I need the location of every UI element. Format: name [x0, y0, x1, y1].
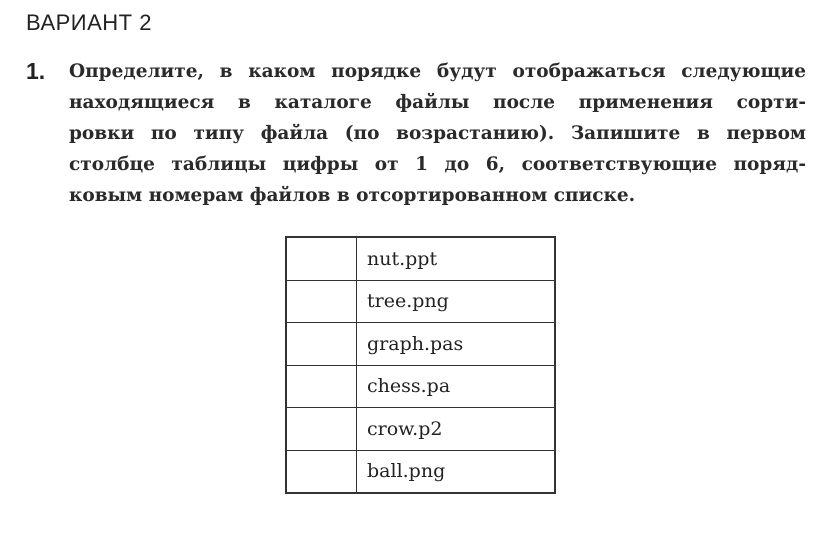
order-cell[interactable] [286, 450, 357, 493]
file-name-cell: chess.pa [357, 365, 556, 408]
task-text-line: столбце таблицы цифры от 1 до 6, соответствующие поряд- [69, 154, 806, 175]
task-text-line: Определите, в каком порядке будут отображаться следующие [69, 61, 806, 82]
table-row [286, 280, 555, 323]
task-text-line: ровки по типу файла (по возрастанию). Запишите в первом [69, 123, 806, 144]
file-name-cell: nut.ppt [357, 237, 556, 280]
task-text-line: ковым номерам файлов в отсортированном списке. [69, 185, 636, 206]
table-row [286, 450, 555, 493]
order-cell[interactable] [286, 237, 357, 280]
table-row [286, 237, 555, 280]
variant-heading: ВАРИАНТ 2 [26, 10, 152, 35]
order-cell[interactable] [286, 408, 357, 451]
files-table [285, 236, 556, 494]
file-name-cell: crow.p2 [357, 408, 556, 451]
table-row [286, 323, 555, 366]
task-text-line: находящиеся в каталоге файлы после применения сорти- [69, 92, 806, 113]
file-name-cell: ball.png [357, 450, 556, 493]
file-name-cell: tree.png [357, 280, 556, 323]
task-text [69, 56, 806, 211]
file-name-cell: graph.pas [357, 323, 556, 366]
task-number: 1. [26, 58, 46, 84]
order-cell[interactable] [286, 323, 357, 366]
order-cell[interactable] [286, 365, 357, 408]
table-row [286, 365, 555, 408]
order-cell[interactable] [286, 280, 357, 323]
table-row [286, 408, 555, 451]
